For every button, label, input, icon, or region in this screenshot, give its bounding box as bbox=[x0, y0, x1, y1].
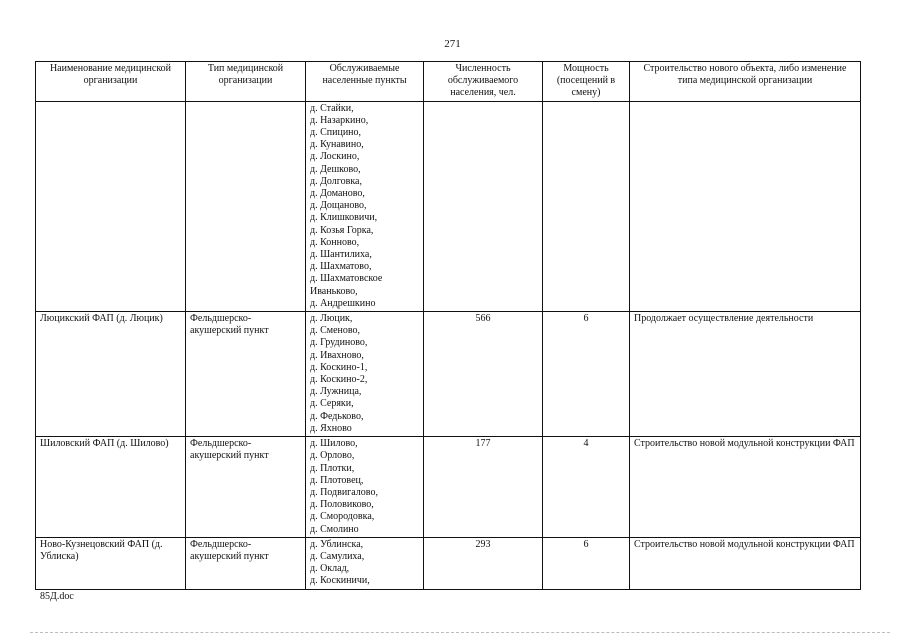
table-body bbox=[36, 101, 861, 589]
settlement-item: д. Сменово, bbox=[310, 325, 361, 337]
settlement-item: д. Долговка, bbox=[310, 175, 362, 187]
settlement-item: д. Смолино bbox=[310, 523, 359, 535]
settlement-item: д. Доманово, bbox=[310, 188, 365, 200]
settlement-item: д. Половиково, bbox=[310, 499, 374, 511]
settlement-item: д. Лоскино, bbox=[310, 151, 360, 163]
cell-settlements bbox=[306, 437, 424, 538]
settlement-item: д. Грудиново, bbox=[310, 337, 368, 349]
cell-population: 293 bbox=[424, 537, 543, 589]
cell-settlements bbox=[306, 101, 424, 311]
header-population: Численность обслуживаемого населения, чел. bbox=[424, 62, 543, 102]
scan-edge bbox=[30, 632, 890, 633]
settlement-item: д. Козья Горка, bbox=[310, 224, 374, 236]
organizations-table bbox=[35, 61, 861, 590]
settlement-item: д. Плотки, bbox=[310, 462, 355, 474]
settlement-item: д. Подвигалово, bbox=[310, 486, 378, 498]
settlement-item: д. Дощаново, bbox=[310, 200, 367, 212]
table-row bbox=[36, 101, 861, 311]
header-action: Строительство нового объекта, либо изменение типа медицинской организации bbox=[630, 62, 861, 102]
footer-filename: 85Д.doc bbox=[40, 591, 74, 602]
settlement-item: д. Клишковичи, bbox=[310, 212, 378, 224]
settlement-item: д. Спицино, bbox=[310, 127, 362, 139]
cell-action: Строительство новой модульной конструкции ФАП bbox=[630, 537, 861, 589]
header-settlements: Обслуживаемые населенные пункты bbox=[306, 62, 424, 102]
settlement-item: д. Стайки, bbox=[310, 102, 354, 114]
settlement-item: д. Самулиха, bbox=[310, 550, 365, 562]
cell-settlements bbox=[306, 537, 424, 589]
settlement-item: д. Шахматово, bbox=[310, 261, 372, 273]
cell-type: Фельдшерско-акушерский пункт bbox=[186, 312, 306, 437]
cell-type bbox=[186, 101, 306, 311]
settlement-item: д. Шахматовское bbox=[310, 273, 383, 285]
cell-capacity bbox=[543, 101, 630, 311]
settlement-item: д. Федьково, bbox=[310, 410, 364, 422]
settlement-item: д. Шилово, bbox=[310, 438, 358, 450]
settlement-item: д. Плотовец, bbox=[310, 474, 364, 486]
page-number: 271 bbox=[444, 38, 461, 50]
table-row bbox=[36, 537, 861, 589]
settlement-item: д. Лужница, bbox=[310, 386, 362, 398]
cell-population bbox=[424, 101, 543, 311]
header-name: Наименование медицинской организации bbox=[36, 62, 186, 102]
cell-name: Люцикский ФАП (д. Люцик) bbox=[36, 312, 186, 437]
settlement-item: д. Шантилиха, bbox=[310, 249, 372, 261]
settlement-item: д. Конново, bbox=[310, 236, 360, 248]
settlement-item: д. Коскино-1, bbox=[310, 361, 368, 373]
settlement-item: д. Кунавино, bbox=[310, 139, 364, 151]
settlement-item: д. Смородовка, bbox=[310, 511, 375, 523]
cell-capacity: 4 bbox=[543, 437, 630, 538]
settlement-item: д. Коскиничи, bbox=[310, 575, 370, 587]
cell-action bbox=[630, 101, 861, 311]
settlement-item: д. Оклад, bbox=[310, 563, 350, 575]
settlement-item: д. Назаркино, bbox=[310, 114, 369, 126]
settlement-item: д. Серяки, bbox=[310, 398, 354, 410]
cell-type: Фельдшерско-акушерский пункт bbox=[186, 437, 306, 538]
cell-action: Строительство новой модульной конструкции ФАП bbox=[630, 437, 861, 538]
cell-type: Фельдшерско-акушерский пункт bbox=[186, 537, 306, 589]
settlement-item: д. Андрешкино bbox=[310, 297, 376, 309]
table-row bbox=[36, 437, 861, 538]
settlement-item: д. Ивахново, bbox=[310, 349, 364, 361]
settlement-item: д. Дешково, bbox=[310, 163, 361, 175]
settlement-item: д. Люцик, bbox=[310, 313, 353, 325]
cell-capacity: 6 bbox=[543, 537, 630, 589]
header-row bbox=[36, 62, 861, 102]
cell-capacity: 6 bbox=[543, 312, 630, 437]
cell-name bbox=[36, 101, 186, 311]
header-type: Тип медицинской организации bbox=[186, 62, 306, 102]
cell-settlements bbox=[306, 312, 424, 437]
settlement-item: Иваньково, bbox=[310, 285, 358, 297]
cell-action: Продолжает осуществление деятельности bbox=[630, 312, 861, 437]
settlement-item: д. Ублинска, bbox=[310, 538, 364, 550]
cell-population: 566 bbox=[424, 312, 543, 437]
cell-name: Ново-Кузнецовский ФАП (д. Ублиска) bbox=[36, 537, 186, 589]
settlement-item: д. Яхново bbox=[310, 422, 352, 434]
settlement-item: д. Коскино-2, bbox=[310, 374, 368, 386]
settlement-item: д. Орлово, bbox=[310, 450, 355, 462]
header-capacity: Мощность (посещений в смену) bbox=[543, 62, 630, 102]
table-row bbox=[36, 312, 861, 437]
cell-name: Шиловский ФАП (д. Шилово) bbox=[36, 437, 186, 538]
cell-population: 177 bbox=[424, 437, 543, 538]
